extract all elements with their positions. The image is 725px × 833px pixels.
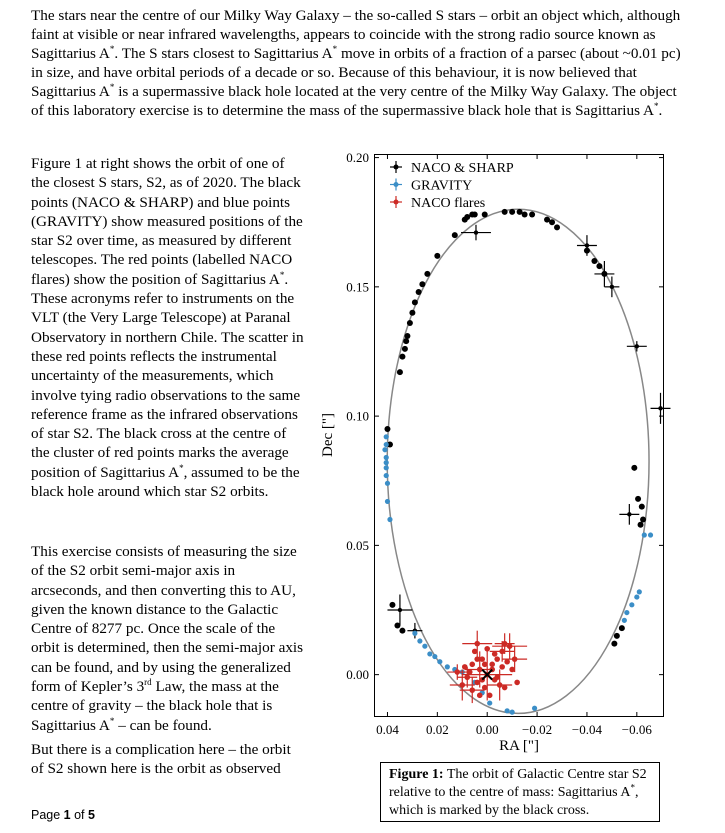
x-tick-label: −0.04	[571, 722, 602, 737]
gravity-point	[417, 638, 422, 643]
naco-flares-point	[502, 641, 508, 647]
naco-sharp-point	[389, 602, 395, 608]
naco-flares-point	[477, 667, 483, 673]
intro-text-4: is a supermassive black hole located at the very centre of the Milky Way Galaxy. The object of this laboratory exercise is to determine the mass of the supermassive black hole that is Sagittarius A	[31, 83, 677, 119]
naco-flares-point	[484, 646, 490, 652]
footer-of-word: of	[70, 808, 88, 822]
naco-sharp-point	[404, 333, 410, 339]
orbit-ellipse	[387, 209, 649, 713]
legend-label-naco-sharp: NACO & SHARP	[411, 161, 514, 176]
naco-flares-point	[499, 664, 505, 670]
naco-flares-point	[469, 661, 475, 667]
gravity-point	[487, 700, 492, 705]
naco-sharp-error-point	[474, 230, 478, 234]
intro-text-5: .	[658, 102, 663, 119]
gravity-point	[505, 708, 510, 713]
gravity-point	[412, 631, 417, 636]
gravity-point	[634, 594, 639, 599]
gravity-point	[382, 447, 387, 452]
naco-sharp-point	[614, 633, 620, 639]
x-axis-label: RA ["]	[499, 738, 539, 754]
naco-flares-point	[499, 649, 505, 655]
naco-sharp-point	[522, 211, 528, 217]
naco-flares-point	[482, 661, 488, 667]
naco-flares-point	[492, 677, 498, 683]
naco-flares-point	[454, 669, 460, 675]
naco-flares-point	[472, 649, 478, 655]
star-superscript: *	[630, 782, 635, 793]
intro-paragraph	[31, 6, 681, 120]
gravity-point	[437, 659, 442, 664]
naco-flares-point	[474, 680, 480, 686]
star-superscript: *	[109, 81, 115, 92]
naco-sharp-point	[619, 625, 625, 631]
naco-flares-point	[462, 664, 468, 670]
naco-flares-point	[494, 656, 500, 662]
gravity-point	[385, 481, 390, 486]
orbit-layer	[387, 209, 649, 713]
naco-flares-point	[512, 656, 518, 662]
gravity-point	[384, 455, 389, 460]
naco-flares-point	[489, 661, 495, 667]
gravity-point	[384, 465, 389, 470]
naco-sharp-point	[601, 271, 607, 277]
naco-flares-point	[504, 659, 510, 665]
ordinal-superscript: rd	[144, 677, 152, 688]
naco-sharp-point	[394, 623, 400, 629]
gravity-point	[384, 442, 389, 447]
exercise-text-1: This exercise consists of measuring the size of the S2 orbit semi-major axis in arcseconds, and then converting this to AU, given the known distance to the Galactic Centre of 8277 pc. Once the scale of the orbit is determined, then the semi-major axis can be found, and by using the generalized form of Kepler’s 3	[31, 543, 304, 696]
naco-flares-point	[469, 687, 475, 693]
naco-flares-point	[474, 641, 480, 647]
figure-desc-text-2: . These acronyms refer to instruments on the VLT (the Very Large Telescope) at Paranal Observatory in northern Chile. The scatter in these red points reflects the instrumental uncertainty of the measurements, which involve tying radio observations to the same reference frame as the infrared observations of star S2. The black cross at the centre of the cluster of red points marks the average position of Sagittarius A	[31, 270, 304, 481]
naco-flares-point	[507, 643, 513, 649]
exercise-paragraph	[31, 542, 306, 735]
naco-sharp-point	[452, 232, 458, 238]
naco-sharp-error-point	[658, 406, 662, 410]
naco-sharp-point	[416, 289, 422, 295]
naco-sharp-point	[397, 369, 403, 375]
naco-sharp-point	[596, 263, 602, 269]
naco-flares-point	[467, 669, 473, 675]
naco-flares-point	[477, 693, 483, 699]
star-superscript: *	[109, 715, 115, 726]
gravity-point	[427, 651, 432, 656]
footer-page-total: 5	[88, 808, 95, 822]
naco-sharp-point	[424, 271, 430, 277]
naco-sharp-error-point	[398, 608, 402, 612]
naco-flares-point	[482, 685, 488, 691]
footer-page-word: Page	[31, 808, 64, 822]
gravity-point	[637, 589, 642, 594]
naco-sharp-point	[631, 465, 637, 471]
gravity-point	[422, 644, 427, 649]
naco-flares-point	[487, 693, 493, 699]
gravity-point	[384, 460, 389, 465]
naco-sharp-error-point	[585, 243, 589, 247]
naco-flares-point	[474, 656, 480, 662]
intro-text-2: . The S stars closest to Sagittarius A	[114, 45, 333, 62]
naco-sharp-point	[635, 496, 641, 502]
intro-text-3: move in orbits of a fraction of a parsec (about ~0.01 pc) in size, and have orbital periods of a decade or so. Because of this behaviour, it is now believed that Sagittarius A	[31, 45, 681, 100]
gravity-point	[384, 473, 389, 478]
x-tick-label: 0.02	[425, 722, 449, 737]
naco-sharp-point	[591, 258, 597, 264]
footer-page-number: 1	[63, 808, 71, 822]
y-tick-label: 0.20	[346, 150, 369, 166]
y-tick-label: 0.05	[346, 537, 369, 553]
gravity-point	[432, 654, 437, 659]
gravity-point	[445, 664, 450, 669]
naco-sharp-point	[529, 211, 535, 217]
gravity-point	[385, 499, 390, 504]
naco-sharp-point	[509, 209, 515, 215]
legend	[390, 161, 514, 211]
naco-flares-point	[502, 685, 508, 691]
naco-sharp-point	[399, 628, 405, 634]
naco-sharp-point	[640, 517, 646, 523]
caption-label: Figure 1:	[389, 767, 444, 782]
naco-sharp-point	[434, 253, 440, 259]
page-footer	[31, 808, 95, 822]
naco-sharp-point	[409, 310, 415, 316]
naco-sharp-point	[384, 426, 390, 432]
naco-flares-point	[492, 651, 498, 657]
naco-flares-point	[459, 682, 465, 688]
naco-sharp-point	[549, 219, 555, 225]
naco-sharp-point	[419, 281, 425, 287]
gravity-point	[642, 532, 647, 537]
gravity-point	[629, 602, 634, 607]
gravity-point	[622, 618, 627, 623]
legend-label-gravity: GRAVITY	[411, 178, 473, 194]
naco-sharp-point	[611, 641, 617, 647]
intro-text-1: The stars near the centre of our Milky Way Galaxy – the so-called S stars – orbit an object which, although faint at visible or near infrared wavelengths, appears to coincide with the strong radio source known as Sagittarius A	[31, 7, 681, 62]
naco-sharp-point	[412, 299, 418, 305]
figure-desc-text-1: Figure 1 at right shows the orbit of one of the closest S stars, S2, as of 2020. The black points (NACO & SHARP) and blue points (GRAVITY) show measured positions of the star S2 over time, as measured by different telescopes. The red points (labelled NACO flares) show the position of Sagittarius A	[31, 155, 303, 288]
s2-orbit-chart	[314, 150, 674, 762]
figure-description-paragraph	[31, 154, 306, 501]
y-axis-label: Dec ["]	[320, 412, 336, 458]
naco-flares-point	[509, 667, 515, 673]
naco-sharp-point	[639, 504, 645, 510]
naco-sharp-point	[554, 224, 560, 230]
naco-sharp-point	[502, 209, 508, 215]
x-tick-label: 0.04	[376, 722, 399, 737]
naco-sharp-error-point	[627, 512, 631, 516]
naco-sharp-point	[402, 346, 408, 352]
legend-marker-naco-sharp	[394, 165, 399, 170]
complication-paragraph: But there is a complication here – the orbit of S2 shown here is the orbit as observed	[31, 741, 291, 778]
y-tick-label: 0.00	[346, 667, 369, 683]
gravity-point	[384, 434, 389, 439]
star-superscript: *	[179, 462, 184, 473]
exercise-text-2: Law, the mass at the centre of gravity – the black hole that is Sagittarius A	[31, 678, 279, 734]
star-superscript: *	[109, 43, 115, 54]
legend-label-naco-flares: NACO flares	[411, 196, 486, 211]
gravity-point	[510, 710, 515, 715]
star-superscript: *	[279, 269, 285, 280]
x-tick-label: −0.02	[522, 722, 553, 737]
figure-desc-text-3: , assumed to be the black hole around which star S2 orbits.	[31, 463, 300, 501]
y-tick-label: 0.10	[346, 408, 369, 424]
naco-flares-point	[464, 674, 470, 680]
naco-sharp-error-point	[610, 285, 614, 289]
naco-sharp-point	[638, 522, 644, 528]
legend-marker-naco-flares	[394, 200, 399, 205]
naco-sharp-point	[472, 211, 478, 217]
caption-text-2: , which is marked by the black cross.	[389, 785, 639, 818]
gravity-point	[532, 706, 537, 711]
plot-frame	[375, 155, 664, 717]
naco-sharp-error-point	[635, 344, 639, 348]
naco-sharp-point	[399, 354, 405, 360]
x-tick-label: 0.00	[475, 722, 499, 737]
x-tick-label: −0.06	[621, 722, 652, 737]
gravity-point	[624, 610, 629, 615]
naco-sharp-point	[584, 248, 590, 254]
naco-sharp-point	[403, 338, 409, 344]
naco-sharp-point	[482, 211, 488, 217]
caption-text-1: The orbit of Galactic Centre star S2 relative to the centre of mass: Sagittarius A	[389, 767, 647, 800]
naco-flares-point	[514, 680, 520, 686]
figure-caption	[380, 762, 660, 822]
naco-sharp-point	[407, 320, 413, 326]
naco-flares-point	[497, 682, 503, 688]
exercise-text-3: – can be found.	[114, 716, 212, 734]
gravity-point	[648, 532, 653, 537]
gravity-point	[387, 517, 392, 522]
y-tick-label: 0.15	[346, 279, 369, 295]
star-superscript: *	[332, 43, 338, 54]
naco-flares-point	[479, 656, 485, 662]
legend-marker-gravity	[394, 182, 399, 187]
star-superscript: *	[653, 100, 659, 111]
